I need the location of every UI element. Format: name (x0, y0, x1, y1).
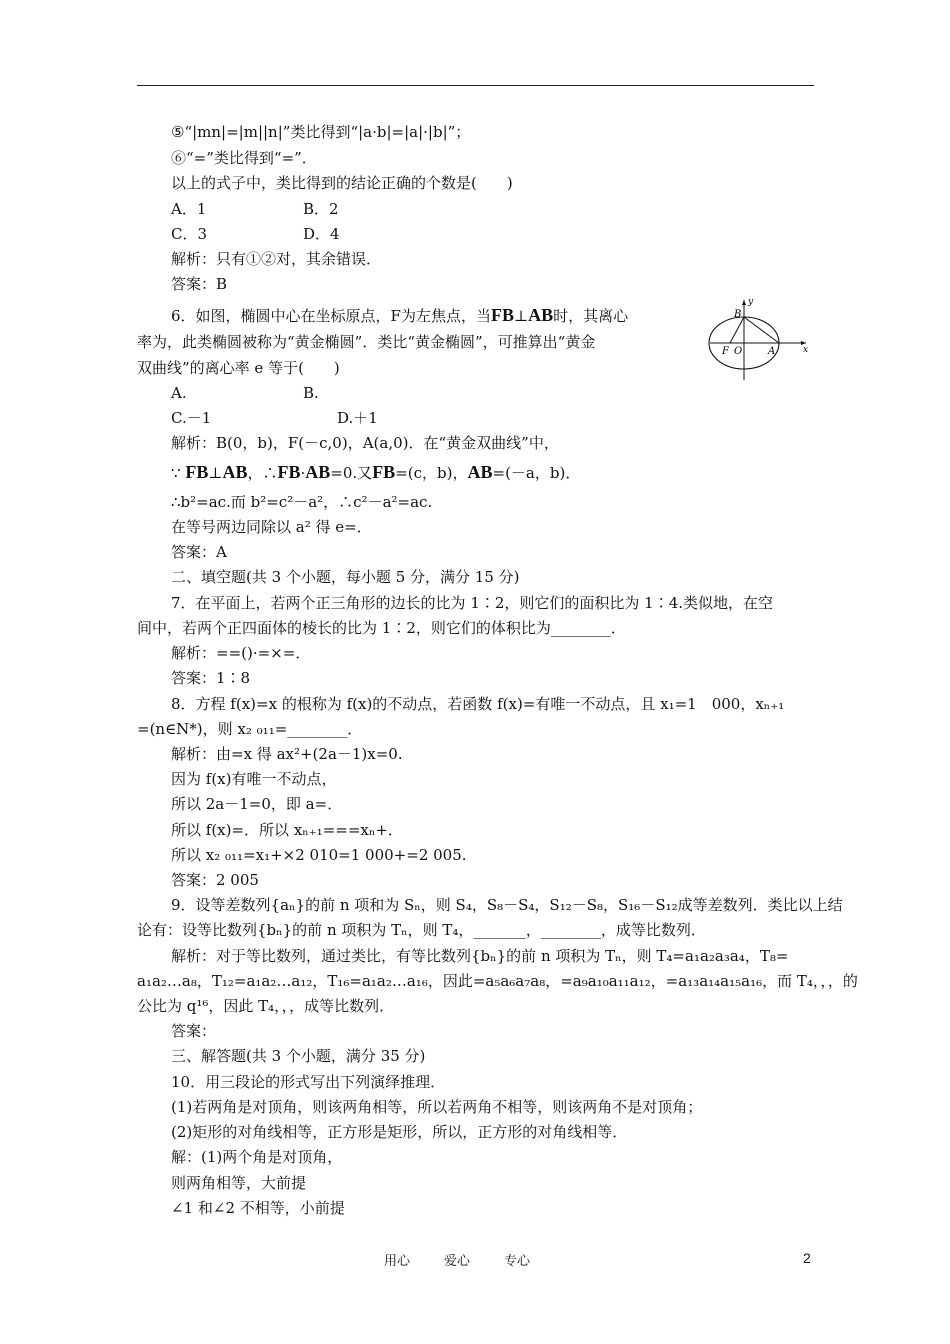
text-line: 解析：由=x 得 ax²+(2a－1)x=0. (171, 745, 403, 763)
perp-symbol: ⊥ (208, 464, 223, 482)
header-rule (137, 85, 814, 86)
text-line: (2)矩形的对角线相等，正方形是矩形，所以，正方形的对角线相等． (171, 1123, 628, 1141)
text-line: 所以 x₂ ₀₁₁=x₁+×2 010=1 000+=2 005. (171, 846, 467, 864)
label-x: x (803, 345, 809, 355)
option-c: C．3 (171, 225, 208, 243)
text-line: 则两角相等，大前提 (171, 1174, 307, 1192)
option-b: B. (303, 384, 319, 402)
y-axis-arrow (742, 300, 746, 305)
vector-fb: FB (490, 305, 514, 325)
motto-item: 专心 (504, 1254, 531, 1269)
text-line: 论有：设等比数列{bₙ}的前 n 项积为 Tₙ，则 T₄，_______，________，成等比数列． (137, 921, 706, 939)
text-span: 6．如图，椭圆中心在坐标原点，F为左焦点，当 (171, 307, 491, 325)
vector-ab: AB (528, 305, 554, 325)
option-d: D．4 (303, 225, 340, 243)
text-line: 解：(1)两个角是对顶角， (171, 1148, 343, 1166)
text-line: ∠1 和∠2 不相等，小前提 (171, 1199, 345, 1217)
text-line: 解析：对于等比数列，通过类比，有等比数列{bₙ}的前 n 项积为 Tₙ，则 T₄=a₁a₂a₃a₄，T₈= (171, 947, 789, 965)
text-line: 所以 2a－1=0，即 a=． (171, 795, 343, 813)
text-line: 解析：==()·=×=． (171, 644, 311, 662)
motto-item: 爱心 (444, 1254, 471, 1269)
vector-fb: FB (372, 462, 396, 482)
option-d: D.＋1 (337, 409, 378, 427)
text-span: ，∴ (247, 464, 278, 482)
option-c: C.－1 (171, 409, 212, 427)
vector-fb: FB (185, 462, 209, 482)
motto-item: 用心 (384, 1254, 411, 1269)
label-a: A (768, 346, 776, 357)
footer-motto (384, 1250, 564, 1269)
text-span: =(c，b)， (395, 464, 468, 482)
text-line: 解析：只有①②对，其余错误． (171, 250, 382, 268)
answer-line: 答案：A (171, 543, 227, 561)
label-y: y (748, 297, 754, 307)
text-span: 时，其离心 (553, 307, 629, 325)
text-line: 8．方程 f(x)=x 的根称为 f(x)的不动点，若函数 f(x)=有唯一不动点，且 x₁=1 000，xₙ₊₁ (171, 695, 785, 713)
text-line: ⑥“=”类比得到“=”． (171, 149, 317, 167)
because-symbol: ∵ (171, 464, 181, 482)
text-line: 间中，若两个正四面体的棱长的比为 1∶2，则它们的体积比为________． (137, 619, 626, 637)
text-line: 率为，此类椭圆被称为“黄金椭圆”．类比“黄金椭圆”，可推算出“黄金 (137, 333, 596, 351)
perp-symbol: ⊥ (513, 307, 529, 325)
ellipse-figure (706, 296, 810, 382)
vector-ab: AB (467, 462, 493, 482)
answer-line: 答案：1∶8 (171, 669, 251, 687)
text-line: 公比为 q¹⁶，因此 T₄，，，成等比数列． (137, 997, 395, 1015)
text-line: ⑤“|mn|=|m||n|”类比得到“|a·b|=|a|·|b|”； (171, 123, 471, 141)
text-line: 解析：B(0，b)，F(－c,0)，A(a,0)．在“黄金双曲线”中， (171, 434, 559, 452)
text-span: =(－a，b)． (492, 464, 581, 482)
text-line: 以上的式子中，类比得到的结论正确的个数是( ) (171, 174, 513, 192)
option-a: A．1 (171, 200, 207, 218)
text-line: 在等号两边同除以 a² 得 e=． (171, 518, 372, 536)
text-line: ∴b²=ac.而 b²=c²－a²，∴c²－a²=ac. (171, 493, 433, 511)
text-line: 因为 f(x)有唯一不动点， (171, 770, 337, 788)
vector-ab: AB (222, 462, 248, 482)
text-line: a₁a₂…a₈，T₁₂=a₁a₂…a₁₂，T₁₆=a₁a₂…a₁₆，因此=a₅a₆a₇a₈，=a₉a₁₀a₁₁a₁₂，=a₁₃a₁₄a₁₅a₁₆，而 T₄，，，的 (137, 972, 858, 990)
section-heading: 二、填空题(共 3 个小题，每小题 5 分，满分 15 分) (171, 568, 520, 586)
label-f: F (722, 346, 729, 357)
section-heading: 三、解答题(共 3 个小题，满分 35 分) (171, 1047, 426, 1065)
question-6-line (171, 305, 628, 326)
label-b: B (734, 309, 742, 320)
option-a: A. (171, 384, 187, 402)
answer-line: 答案：2 005 (171, 871, 259, 889)
text-line: 7．在平面上，若两个正三角形的边长的比为 1∶2，则它们的面积比为 1∶4.类似地，在空 (171, 594, 774, 612)
text-line: 9．设等差数列{aₙ}的前 n 项和为 Sₙ，则 S₄，S₈－S₄，S₁₂－S₈，S₁₆－S₁₂成等差数列．类比以上结 (171, 896, 843, 914)
option-b: B．2 (303, 200, 339, 218)
vector-line (171, 462, 580, 483)
text-span: =0.又 (330, 464, 373, 482)
text-line: 10．用三段论的形式写出下列演绎推理． (171, 1073, 446, 1091)
vector-fb: FB (277, 462, 301, 482)
answer-line: 答案：B (171, 275, 228, 293)
segment-fb (730, 317, 744, 343)
answer-line: 答案： (171, 1022, 217, 1040)
text-line: (1)若两角是对顶角，则该两角相等，所以若两角不相等，则该两角不是对顶角； (171, 1098, 703, 1116)
text-line: 双曲线”的离心率 e 等于( ) (137, 359, 340, 377)
text-line: =(n∈N*)，则 x₂ ₀₁₁=________． (137, 720, 363, 738)
dot-symbol: · (300, 464, 306, 482)
label-o: O (734, 346, 743, 357)
text-line: 所以 f(x)=．所以 xₙ₊₁===xₙ+． (171, 821, 403, 839)
vector-ab: AB (305, 462, 331, 482)
page-number: 2 (803, 1250, 811, 1266)
